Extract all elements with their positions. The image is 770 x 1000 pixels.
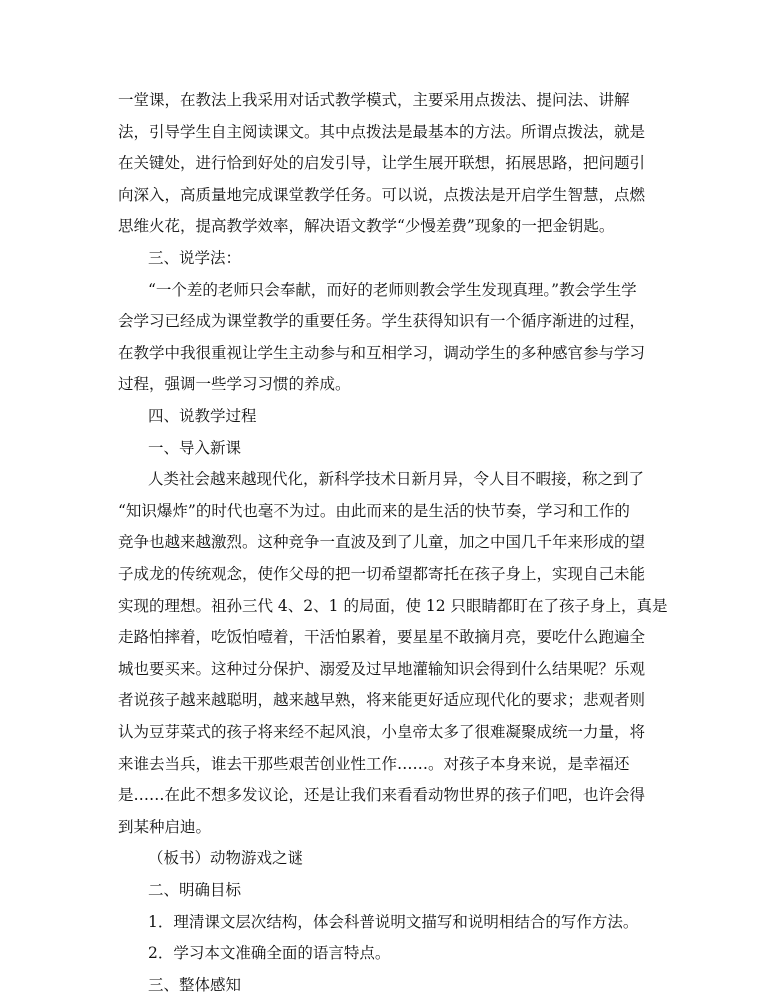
text-line: 思维火花，提高教学效率，解决语文教学“少慢差费”现象的一把金钥匙。 [118,217,615,236]
text-line: 者说孩子越来越聪明，越来越早熟，将来能更好适应现代化的要求；悲观者则 [118,691,646,710]
text-line: 人类社会越来越现代化，新科学技术日新月异，令人目不暇接，称之到了 [148,470,645,489]
list-item: 2．学习本文准确全面的语言特点。 [148,944,391,963]
text-line: 来谁去当兵，谁去干那些艰苦创业性工作……。对孩子本身来说，是幸福还 [118,754,630,773]
text-line: “知识爆炸”的时代也毫不为过。由此而来的是生活的快节奏，学习和工作的 [118,501,630,520]
text-line: 是……在此不想多发议论，还是让我们来看看动物世界的孩子们吧，也许会得 [118,786,646,805]
text-line: 一堂课，在教法上我采用对话式教学模式，主要采用点拨法、提问法、讲解 [118,91,630,109]
text-line: 竞争也越来越激烈。这种竞争一直波及到了儿童，加之中国几千年来形成的望 [118,533,646,552]
text-line: 走路怕摔着，吃饭怕噎着，干活怕累着，要星星不敢摘月亮，要吃什么跑遍全 [118,628,646,647]
text-line: 城也要买来。这种过分保护、溺爱及过早地灌输知识会得到什么结果呢？乐观 [118,659,646,678]
text-line: 实现的理想。祖孙三代 4、2、1 的局面，使 12 只眼睛都盯在了孩子身上，真是 [118,596,668,615]
text-line: 向深入，高质量地完成课堂教学任务。可以说，点拨法是开启学生智慧，点燃 [118,185,646,204]
text-line: 法，引导学生自主阅读课文。其中点拨法是最基本的方法。所谓点拨法，就是 [118,122,646,141]
text-line: 到某种启迪。 [118,817,212,836]
list-item: 1．理清课文层次结构，体会科普说明文描写和说明相结合的写作方法。 [148,912,639,931]
section-heading: 一、导入新课 [148,438,242,457]
text-line: 在教学中我很重视让学生主动参与和互相学习，调动学生的多种感官参与学习 [118,343,646,362]
text-line: 子成龙的传统观念，使作父母的把一切希望都寄托在孩子身上，实现自己未能 [118,565,646,583]
text-line: 过程，强调一些学习习惯的养成。 [118,375,351,394]
text-line: 会学习已经成为课堂教学的重要任务。学生获得知识有一个循序渐进的过程， [118,312,646,331]
section-heading: 二、明确目标 [148,881,242,899]
section-heading: 三、说学法： [148,249,242,267]
blackboard-title: （板书）动物游戏之谜 [148,849,304,868]
text-line: “一个差的老师只会奉献，而好的老师则教会学生发现真理。”教会学生学 [148,280,637,299]
section-heading: 四、说教学过程 [148,407,257,425]
text-line: 认为豆芽菜式的孩子将来经不起风浪，小皇帝太多了很难凝聚成统一力量，将 [118,723,646,741]
text-line: 在关键处，进行恰到好处的启发引导，让学生展开联想，拓展思路，把问题引 [118,154,646,173]
section-heading: 三、整体感知 [148,975,242,994]
